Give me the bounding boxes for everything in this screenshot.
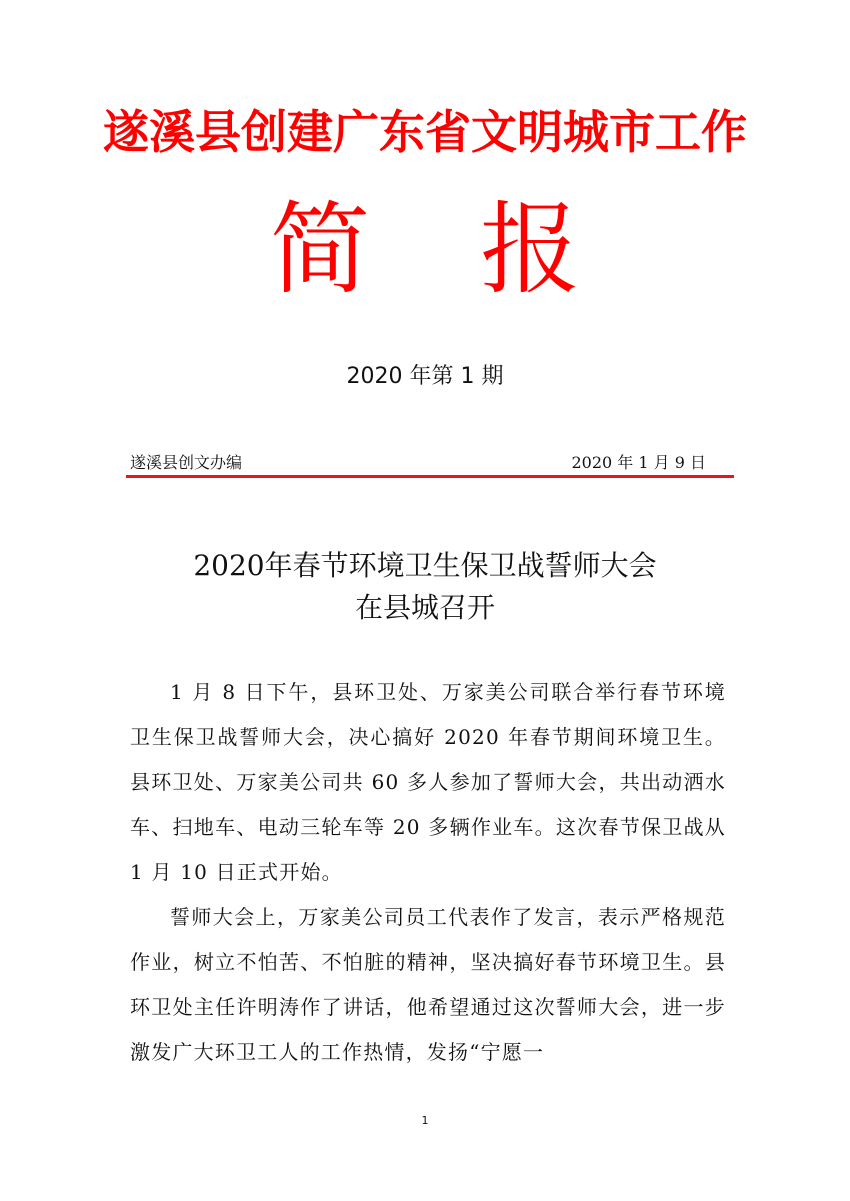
bulletin-title bbox=[0, 190, 850, 310]
article-headline bbox=[0, 545, 850, 629]
editor-line bbox=[130, 450, 734, 476]
headline-line-2: 在县城召开 bbox=[354, 591, 495, 624]
article-body bbox=[130, 670, 726, 1075]
masthead-title: 遂溪县创建广东省文明城市工作 bbox=[103, 105, 747, 159]
paragraph: 誓师大会上，万家美公司员工代表作了发言，表示严格规范作业，树立不怕苦、不怕脏的精神，坚决搞好春节环境卫生。县环卫处主任许明涛作了讲话，他希望通过这次誓师大会，进一步激发广大环卫工人的工作热情，发扬“宁愿一 bbox=[130, 905, 726, 1064]
page-number: 1 bbox=[421, 1114, 429, 1127]
headline-line-1: 2020年春节环境卫生保卫战誓师大会 bbox=[193, 549, 657, 582]
editor-name: 遂溪县创文办编 bbox=[130, 453, 243, 472]
issue-number: 2020 年第 1 期 bbox=[346, 364, 504, 389]
bulletin-title-char-2: 报 bbox=[480, 191, 580, 308]
bulletin-title-char-1: 简 bbox=[270, 191, 370, 308]
red-divider bbox=[126, 475, 734, 478]
paragraph: 1 月 8 日下午，县环卫处、万家美公司联合举行春节环境卫生保卫战誓师大会，决心搞好 2020 年春节期间环境卫生。县环卫处、万家美公司共 60 多人参加了誓师大会，共出动洒水车、扫地车、电动三轮车等 20 多辆作业车。这次春节保卫战从 1 月 10 日正式开始。 bbox=[130, 680, 726, 884]
publish-date: 2020 年 1 月 9 日 bbox=[571, 453, 706, 472]
